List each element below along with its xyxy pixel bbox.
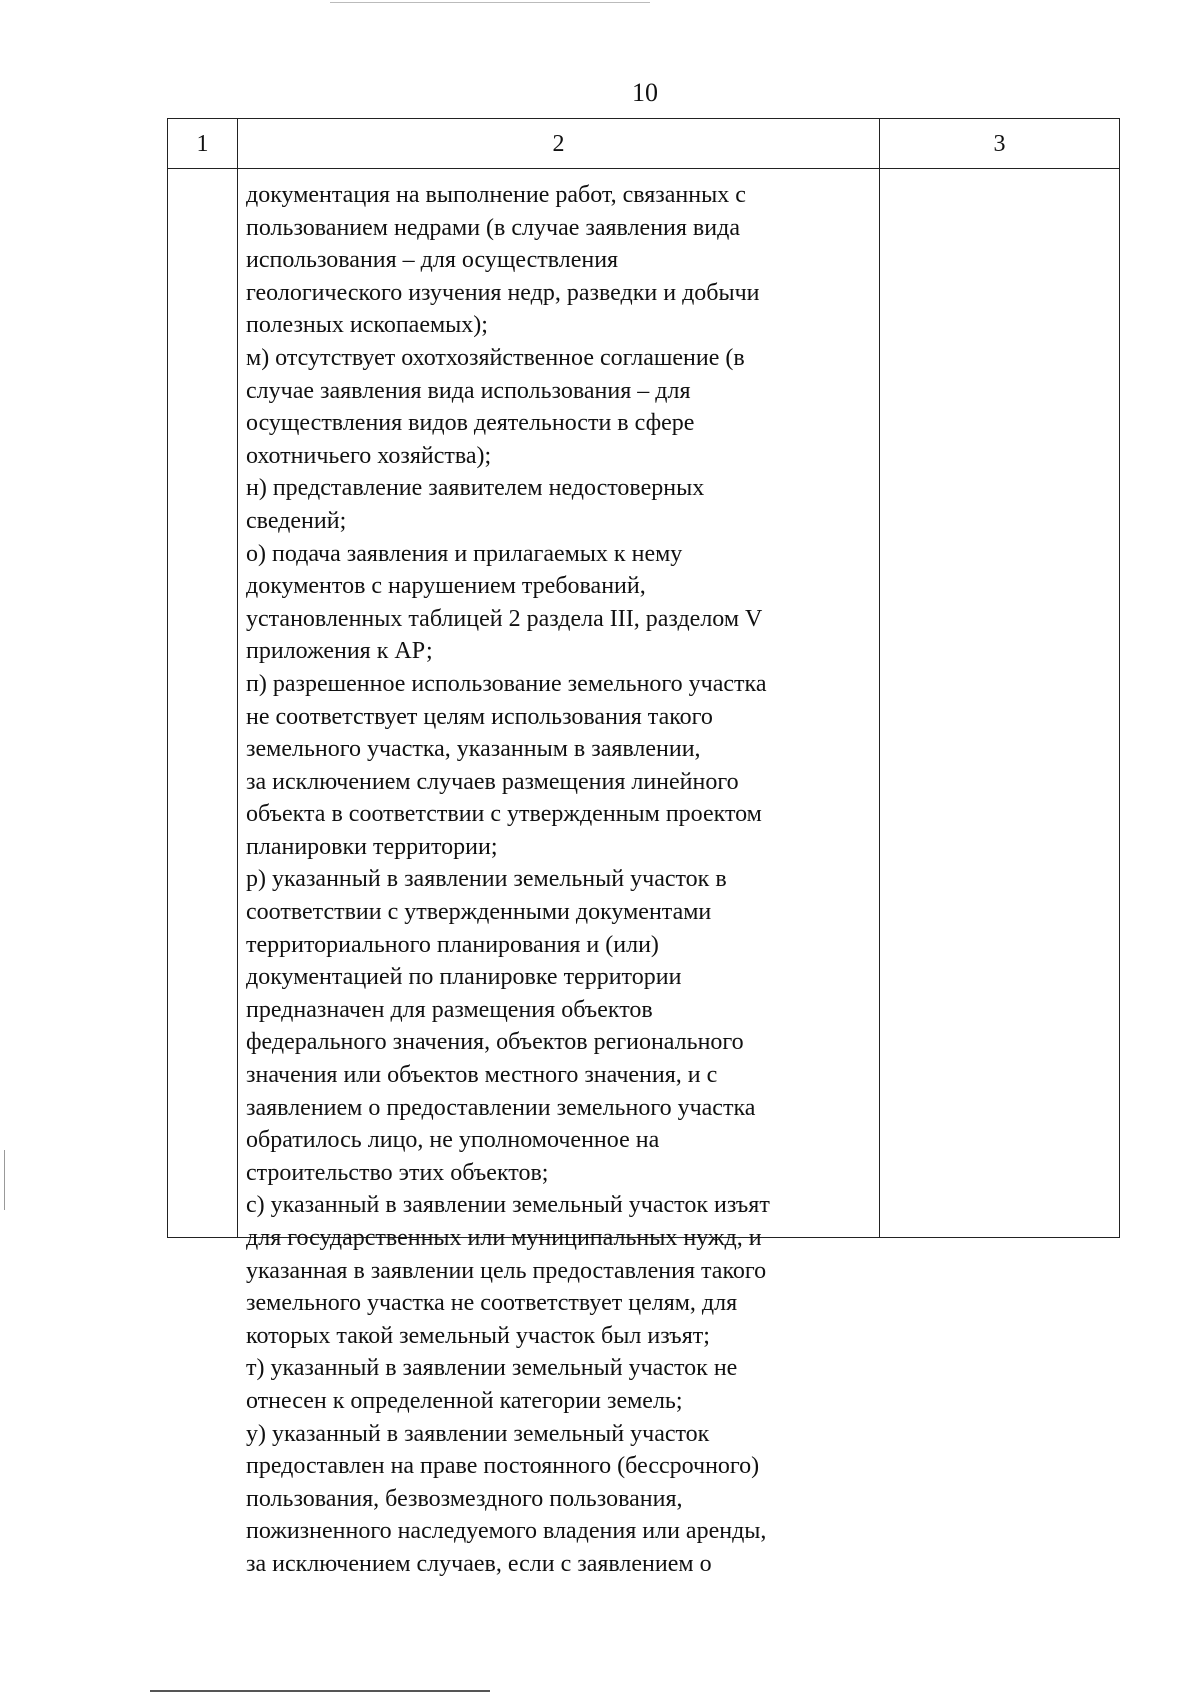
scan-artifact-left xyxy=(4,1150,5,1210)
table-column-2 xyxy=(238,119,880,1577)
scan-artifact-bottom xyxy=(150,1690,490,1692)
table-column-3 xyxy=(880,119,1119,1237)
scan-artifact-top xyxy=(330,2,650,3)
document-table xyxy=(167,118,1120,1577)
column-2-content: документация на выполнение работ, связанных с пользованием недрами (в случае заявления вида использования – для осуществления геологического изучения недр, разведки и добычи полезных ископаемых); м) отсутствует охотхозяйственное соглашение (в случае заявления вида использования – для осуществления видов деятельности в сфере охотничьего хозяйства); н) представление заявителем недостоверных сведений; о) подача заявления и прилагаемых к нему документов с нарушением требований, установленных таблицей 2 раздела III, разделом V приложения к АР; п) разрешенное использование земельного участка не соответствует целям использования такого земельного участка, указанным в заявлении, за исключением случаев размещения линейного объекта в соответствии с утвержденным проектом планировки территории; р) указанный в заявлении земельный участок в соответствии с утвержденными документами территориального планирования и (или) документацией по планировке территории предназначен для размещения объектов федерального значения, объектов регионального значения или объектов местного значения, и с заявлением о предоставлении земельного участка обратилось лицо, не уполномоченное на строительство этих объектов; с) указанный в заявлении земельный участок изъят для государственных или муниципальных нужд, и указанная в заявлении цель предоставления такого земельного участка не соответствует целям, для которых такой земельный участок был изъят; т) указанный в заявлении земельный участок не отнесен к определенной категории земель; у) указанный в заявлении земельный участок предоставлен на праве постоянного (бессрочного) пользования, безвозмездного пользования, пожизненного наследуемого владения или аренды, за исключением случаев, если с заявлением о xyxy=(246,182,770,1577)
table-column-1 xyxy=(168,119,238,1237)
page-number: 10 xyxy=(632,78,658,107)
header-cell-3: 3 xyxy=(880,119,1119,169)
header-cell-2: 2 xyxy=(238,119,879,169)
header-cell-1: 1 xyxy=(168,119,237,169)
